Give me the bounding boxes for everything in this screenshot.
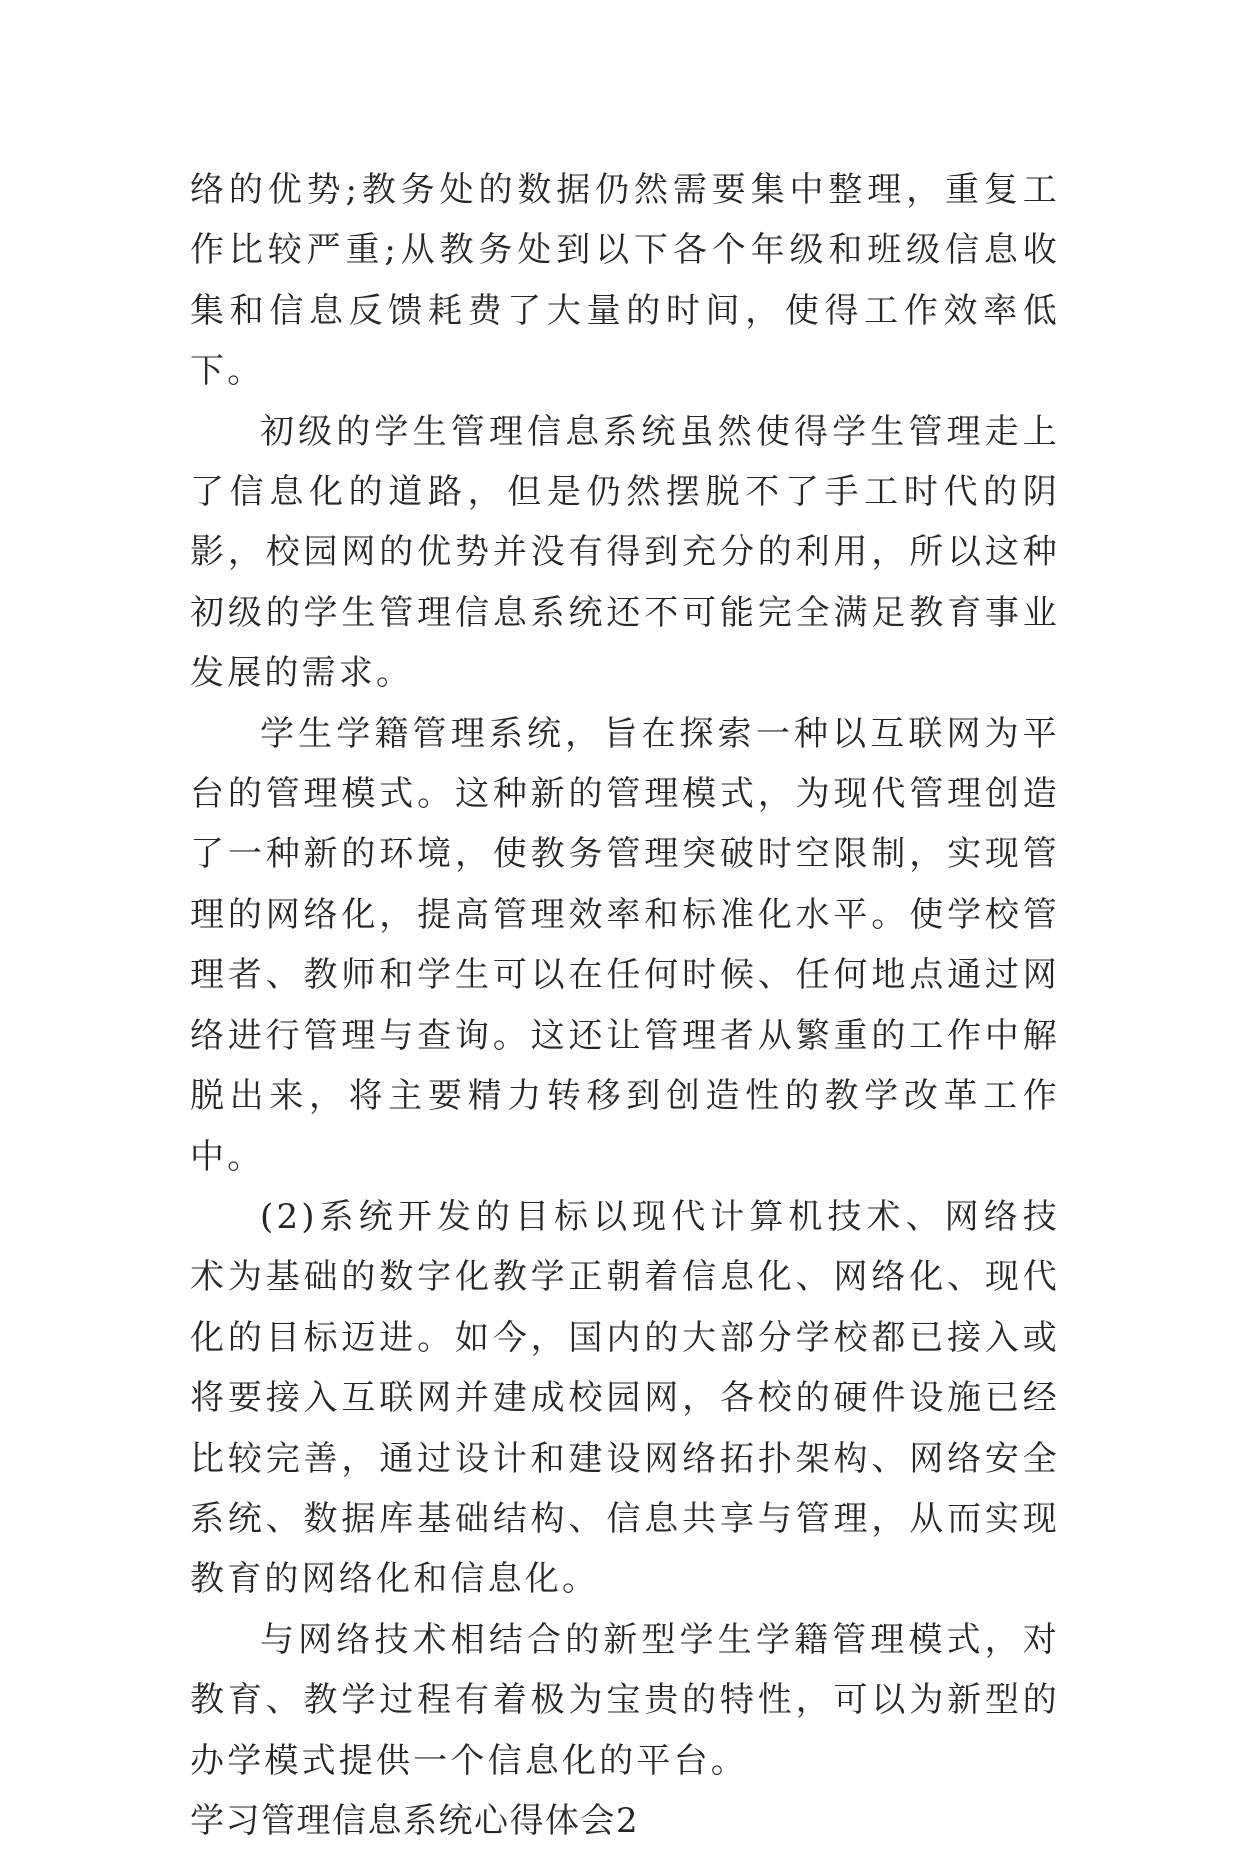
paragraph-continuation: 络的优势;教务处的数据仍然需要集中整理，重复工作比较严重;从教务处到以下各个年级和班级信息收集和信息反馈耗费了大量的时间，使得工作效率低下。 [190, 170, 1060, 392]
paragraph-new-model: 与网络技术相结合的新型学生学籍管理模式，对教育、教学过程有着极为宝贵的特性，可以为新型的办学模式提供一个信息化的平台。 [190, 1619, 1060, 1781]
paragraph-development-goal: (2)系统开发的目标以现代计算机技术、网络技术为基础的数字化教学正朝着信息化、网络化、现代化的目标迈进。如今，国内的大部分学校都已接入或将要接入互联网并建成校园网，各校的硬件设施已经比较完善，通过设计和建设网络拓扑架构、网络安全系统、数据库基础结构、信息共享与管理，从而实现教育的网络化和信息化。 [190, 1196, 1060, 1600]
document-body [190, 160, 1060, 1851]
paragraph-initial-system: 初级的学生管理信息系统虽然使得学生管理走上了信息化的道路，但是仍然摆脱不了手工时代的阴影，校园网的优势并没有得到充分的利用，所以这种初级的学生管理信息系统还不可能完全满足教育事业发展的需求。 [190, 411, 1060, 694]
section-heading: 学习管理信息系统心得体会2 [190, 1800, 640, 1841]
paragraph-student-registry-system: 学生学籍管理系统，旨在探索一种以互联网为平台的管理模式。这种新的管理模式，为现代管理创造了一种新的环境，使教务管理突破时空限制，实现管理的网络化，提高管理效率和标准化水平。使学校管理者、教师和学生可以在任何时候、任何地点通过网络进行管理与查询。这还让管理者从繁重的工作中解脱出来，将主要精力转移到创造性的教学改革工作中。 [190, 713, 1060, 1177]
